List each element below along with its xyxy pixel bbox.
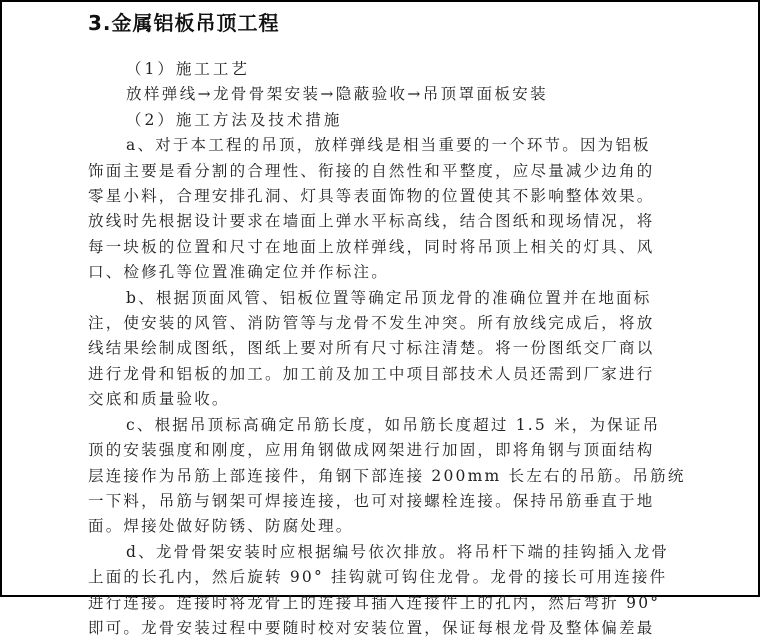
paragraph-a <box>88 133 676 285</box>
paragraph-c <box>88 413 686 540</box>
text-line: 层连接作为吊筋上部连接件，角钢下部连接 200mm 长左右的吊筋。吊筋统 <box>88 466 686 485</box>
text-line: c、根据吊顶标高确定吊筋长度，如吊筋长度超过 1.5 米，为保证吊 <box>126 415 661 434</box>
process-flow: 放样弹线→龙骨骨架安装→隐蔽验收→吊顶罩面板安装 <box>126 85 549 104</box>
subheading-process: （1）施工工艺 <box>126 60 250 78</box>
section-title: 3.金属铝板吊顶工程 <box>88 11 280 35</box>
text-line: d、龙骨骨架安装时应根据编号依次排放。将吊杆下端的挂钩插入龙骨 <box>126 542 670 561</box>
document-body <box>88 6 686 641</box>
text-line: a、对于本工程的吊顶，放样弹线是相当重要的一个环节。因为铝板 <box>126 136 651 155</box>
paragraph-d <box>88 540 676 641</box>
text-line: 上面的长孔内，然后旋转 90° 挂钩就可钩住龙骨。龙骨的接长可用连接件 <box>88 568 668 587</box>
subheading-methods: （2）施工方法及技术措施 <box>126 110 343 129</box>
text-line: 饰面主要是看分割的合理性、衔接的自然性和平整度，应尽量减少边角的 <box>88 161 655 180</box>
text-line: 线结果绘制成图纸，图纸上要对所有尺寸标注清楚。将一份图纸交厂商以 <box>88 339 655 358</box>
text-line: 顶的安装强度和刚度，应用角钢做成网架进行加固，即将角钢与顶面结构 <box>88 441 655 460</box>
text-line: 每一块板的位置和尺寸在地面上放样弹线，同时将吊顶上相关的灯具、风 <box>88 237 655 256</box>
text-line: 注，使安装的风管、消防管等与龙骨不发生冲突。所有放线完成后，将放 <box>88 314 655 333</box>
text-line: b、根据顶面风管、铝板位置等确定吊顶龙骨的准确位置并在地面标 <box>126 288 652 307</box>
text-line: 进行连接。连接时将龙骨上的连接耳插入连接件上的孔内，然后弯折 90° <box>88 593 661 612</box>
text-line: 面。焊接处做好防锈、防腐处理。 <box>88 517 354 536</box>
text-line: 即可。龙骨安装过程中要随时校对安装位置，保证每根龙骨及整体偏差最 <box>88 618 655 637</box>
text-line: 放线时先根据设计要求在墙面上弹水平标高线，结合图纸和现场情况，将 <box>88 212 655 231</box>
paragraph-b <box>88 286 676 413</box>
text-line: 零星小料，合理安排孔洞、灯具等表面饰物的位置使其不影响整体效果。 <box>88 187 655 206</box>
text-line: 进行龙骨和铝板的加工。加工前及加工中项目部技术人员还需到厂家进行 <box>88 364 655 383</box>
text-line: 口、检修孔等位置准确定位并作标注。 <box>88 263 389 282</box>
text-line: 一下料，吊筋与钢架可焊接连接，也可对接螺栓连接。保持吊筋垂直于地 <box>88 491 655 510</box>
text-line: 交底和质量验收。 <box>88 390 230 409</box>
